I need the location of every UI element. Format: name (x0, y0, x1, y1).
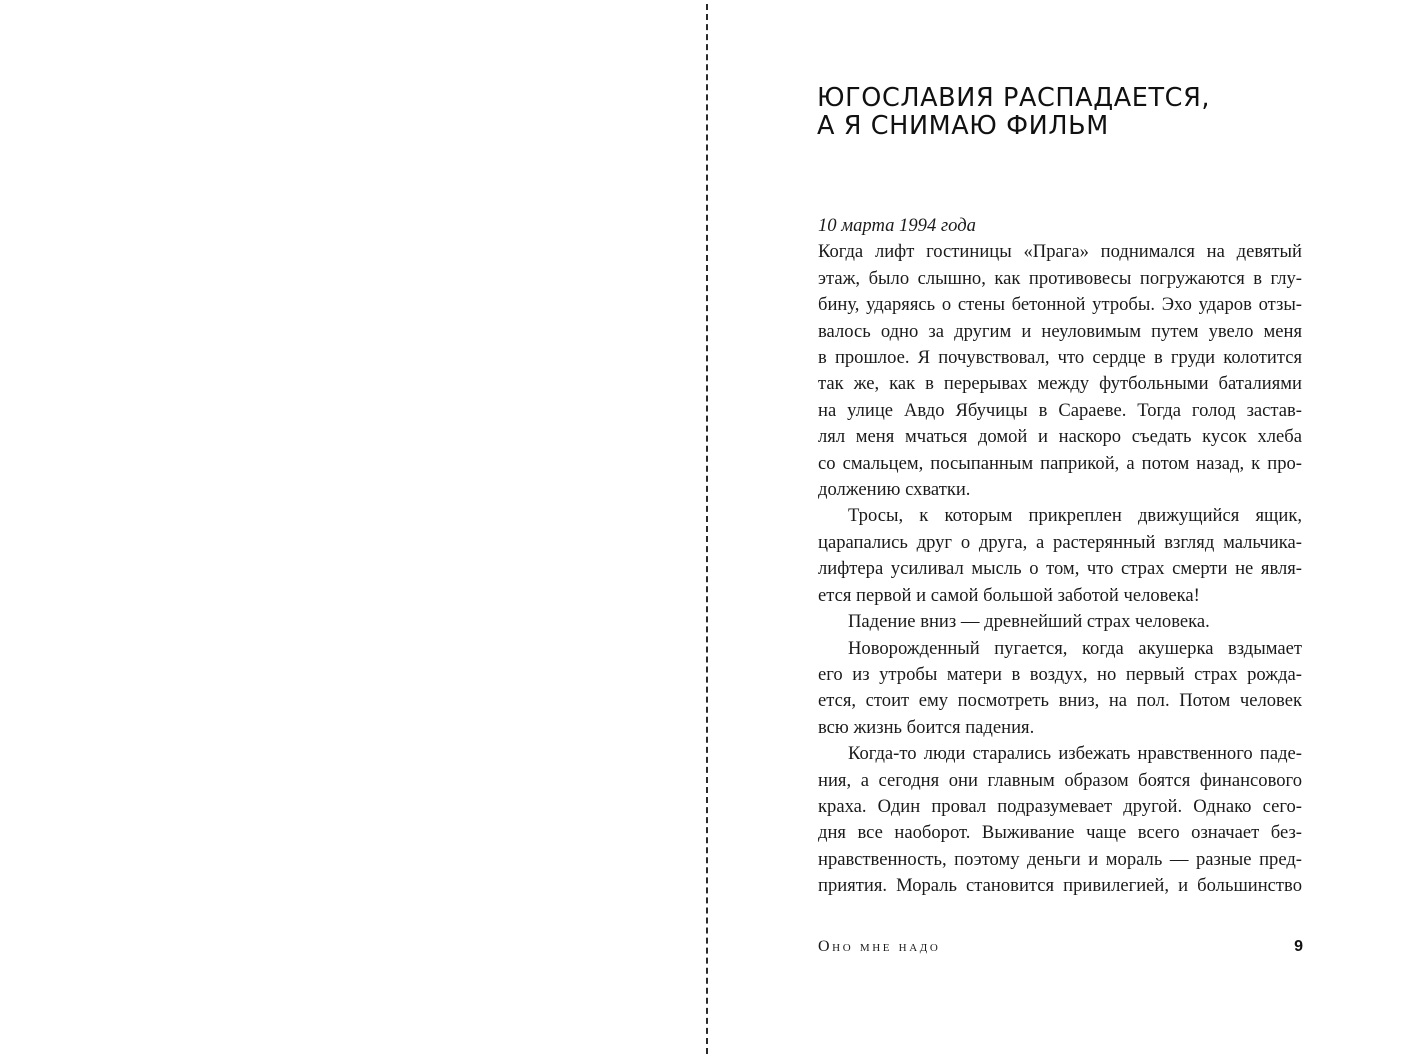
text-line: со смальцем, посыпанным паприкой, а потом назад, к про- (818, 452, 1302, 474)
text-line: всю жизнь боится падения. (818, 716, 1035, 738)
chapter-title (817, 84, 1317, 140)
text-line: в прошлое. Я почувствовал, что сердце в груди колотится (818, 347, 1302, 369)
text-line: царапались друг о друга, а растерянный взгляд мальчика- (818, 531, 1302, 553)
chapter-title-line-2: А Я СНИМАЮ ФИЛЬМ (817, 111, 1109, 141)
text-line: Падение вниз — древнейший страх человека. (848, 611, 1210, 633)
text-line: его из утробы матери в воздух, но первый страх рожда- (818, 663, 1302, 685)
paragraph-1 (818, 239, 1302, 503)
paragraph-3 (818, 609, 1302, 635)
chapter-title-line-1: ЮГОСЛАВИЯ РАСПАДАЕТСЯ, (817, 83, 1211, 113)
text-line: лифтера усиливал мысль о том, что страх смерти не явля- (818, 558, 1302, 580)
text-line: нравственность, поэтому деньги и мораль — разные пред- (818, 848, 1302, 870)
date-heading: 10 марта 1994 года (818, 215, 976, 236)
text-line: Когда-то люди старались избежать нравственного паде- (848, 743, 1302, 765)
text-line: этаж, было слышно, как противовесы погружаются в глу- (818, 267, 1302, 289)
text-line: краха. Один провал подразумевает другой. Однако сего- (818, 795, 1302, 817)
text-line: Когда лифт гостиницы «Прага» поднимался на девятый (818, 241, 1302, 263)
text-line: на улице Авдо Ябучицы в Сараеве. Тогда голод застав- (818, 399, 1302, 421)
body-text (818, 213, 1302, 900)
text-line: должению схватки. (818, 479, 971, 501)
text-line: валось одно за другим и неуловимым путем увело меня (818, 320, 1302, 342)
page-footer (818, 938, 1303, 964)
paragraph-4 (818, 636, 1302, 742)
text-line: Тросы, к которым прикреплен движущийся ящик, (848, 505, 1302, 527)
text-line: ния, а сегодня они главным образом боятся финансового (818, 769, 1302, 791)
text-line: дня все наоборот. Выживание чаще всего означает без- (818, 822, 1302, 844)
right-page (709, 0, 1410, 1057)
page-number: 9 (1294, 938, 1303, 955)
text-line: лял меня мчаться домой и наскоро съедать кусок хлеба (818, 426, 1302, 448)
text-line: бину, ударяясь о стены бетонной утробы. Эхо ударов отзы- (818, 294, 1302, 316)
text-line: ется, стоит ему посмотреть вниз, на пол. Потом человек (818, 690, 1302, 712)
running-title: Оно мне надо (818, 938, 941, 955)
paragraph-5 (818, 741, 1302, 899)
paragraph-2 (818, 503, 1302, 609)
text-line: так же, как в перерывах между футбольными баталиями (818, 373, 1302, 395)
page-gutter-dashed-line (706, 4, 708, 1054)
text-line: Новорожденный пугается, когда акушерка вздымает (848, 637, 1302, 659)
text-line: приятия. Мораль становится привилегией, и большинство (818, 875, 1302, 897)
text-line: ется первой и самой большой заботой человека! (818, 584, 1200, 606)
